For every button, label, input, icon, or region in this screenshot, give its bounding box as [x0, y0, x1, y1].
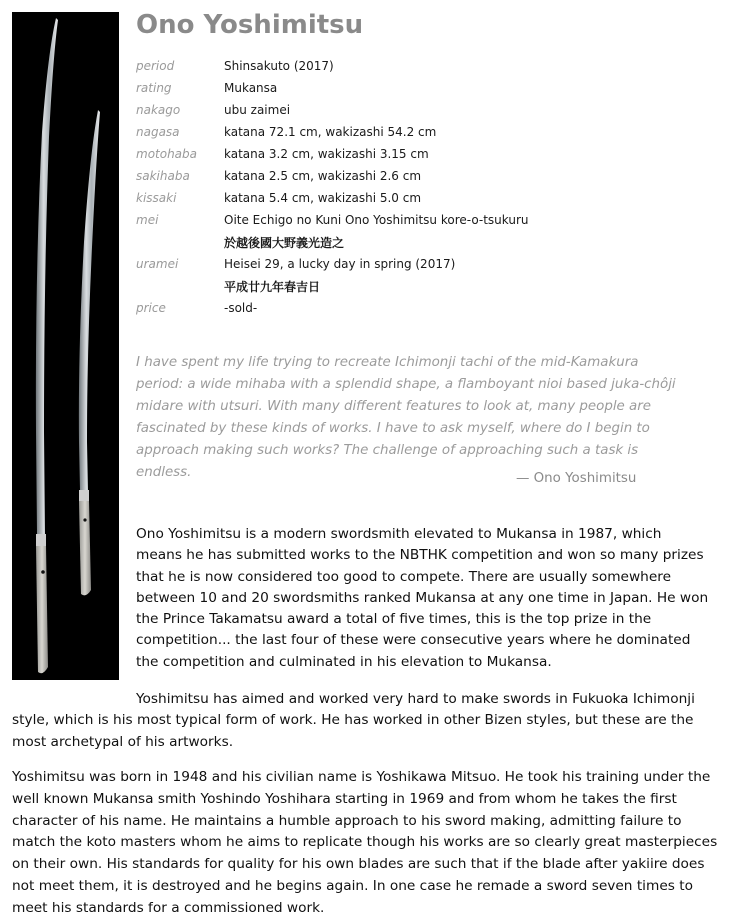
spec-row-mei — [136, 209, 696, 231]
spec-value: katana 72.1 cm, wakizashi 54.2 cm — [224, 125, 437, 139]
sword-pair-image — [12, 12, 119, 680]
spec-label: uramei — [136, 257, 179, 271]
spec-value: ubu zaimei — [224, 103, 291, 117]
body-paragraph: Yoshimitsu was born in 1948 and his civilian name is Yoshikawa Mitsuo. He took his training under the well known Mukansa smith Yoshindo Yoshihara starting in 1969 and from whom he takes the first character of his name. He maintains a humble approach to his sword making, admitting failure to match the koto masters whom he aims to replicate though his works are so clearly great masterpieces on their own. His standards for quality for his own blades are such that if the blade after yakiire does not meet them, it is destroyed and he begins again. In one case he remade a sword seven times to meet his standards for a commissioned work. — [12, 769, 718, 916]
spec-value: Shinsakuto (2017) — [224, 59, 334, 73]
spec-value: -sold- — [224, 301, 258, 315]
body-paragraph: Yoshimitsu has aimed and worked very hard to make swords in Fukuoka Ichimonji style, which is his most typical form of work. He has worked in other Bizen styles, but these are the most archetypal of his artworks. — [12, 691, 695, 750]
spec-row-motohaba — [136, 143, 696, 165]
spec-row-mei-kanji — [136, 231, 696, 253]
quote-attribution: — Ono Yoshimitsu — [516, 471, 637, 486]
spec-row-period — [136, 55, 696, 77]
katana-blade — [36, 18, 58, 534]
spec-row-nagasa — [136, 121, 696, 143]
katana-tang — [36, 546, 48, 673]
wakizashi-tang — [79, 501, 91, 595]
spec-label: mei — [136, 213, 159, 227]
wakizashi-habaki — [79, 490, 89, 501]
smith-quote: I have spent my life trying to recreate Ichimonji tachi of the mid-Kamakura period: a wide mihaba with a splendid shape, a flamboyant nioi based juka-chôji midare with utsuri. With many different features to look at, many people are fascinated by these kinds of works. I have to ask myself, where do I begin to approach making such works? The challenge of approaching such a task is endless. — [136, 355, 676, 480]
katana-mekugi-ana — [41, 570, 45, 574]
spec-label: sakihaba — [136, 169, 190, 183]
spec-row-price — [136, 297, 696, 319]
spec-label: nagasa — [136, 125, 180, 139]
spec-label: motohaba — [136, 147, 198, 161]
page-title: Ono Yoshimitsu — [136, 10, 364, 40]
katana-habaki — [36, 534, 46, 546]
spec-value: Oite Echigo no Kuni Ono Yoshimitsu kore-o-tsukuru — [224, 213, 529, 227]
wakizashi-mekugi-ana — [83, 518, 86, 521]
spec-label: period — [136, 59, 175, 73]
spec-row-nakago — [136, 99, 696, 121]
spec-table — [136, 55, 696, 319]
spec-value-kanji: 於越後國大野義光造之 — [224, 235, 345, 250]
spec-value: katana 2.5 cm, wakizashi 2.6 cm — [224, 169, 422, 183]
spec-row-uramei — [136, 253, 696, 275]
spec-label: price — [136, 301, 166, 315]
spec-label: nakago — [136, 103, 181, 117]
spec-row-sakihaba — [136, 165, 696, 187]
spec-label: kissaki — [136, 191, 177, 205]
spec-row-uramei-kanji — [136, 275, 696, 297]
spec-value-kanji: 平成廿九年春吉日 — [224, 279, 321, 294]
spec-value: Heisei 29, a lucky day in spring (2017) — [224, 257, 456, 271]
spec-row-kissaki — [136, 187, 696, 209]
spec-value: katana 5.4 cm, wakizashi 5.0 cm — [224, 191, 422, 205]
spec-row-rating — [136, 77, 696, 99]
spec-value: Mukansa — [224, 81, 278, 95]
spec-label: rating — [136, 81, 172, 95]
sword-photo — [12, 12, 119, 680]
body-paragraph: Ono Yoshimitsu is a modern swordsmith elevated to Mukansa in 1987, which means he has submitted works to the NBTHK competition and won so many prizes that he is now considered too good to compete. There are usually somewhere between 10 and 20 swordsmiths ranked Mukansa at any one time in Japan. He won the Prince Takamatsu award a total of five times, this is the top prize in the competition... the last four of these were consecutive years where he dominated the competition and culminated in his elevation to Mukansa. — [136, 526, 709, 670]
spec-value: katana 3.2 cm, wakizashi 3.15 cm — [224, 147, 429, 161]
wakizashi-blade — [79, 110, 100, 490]
